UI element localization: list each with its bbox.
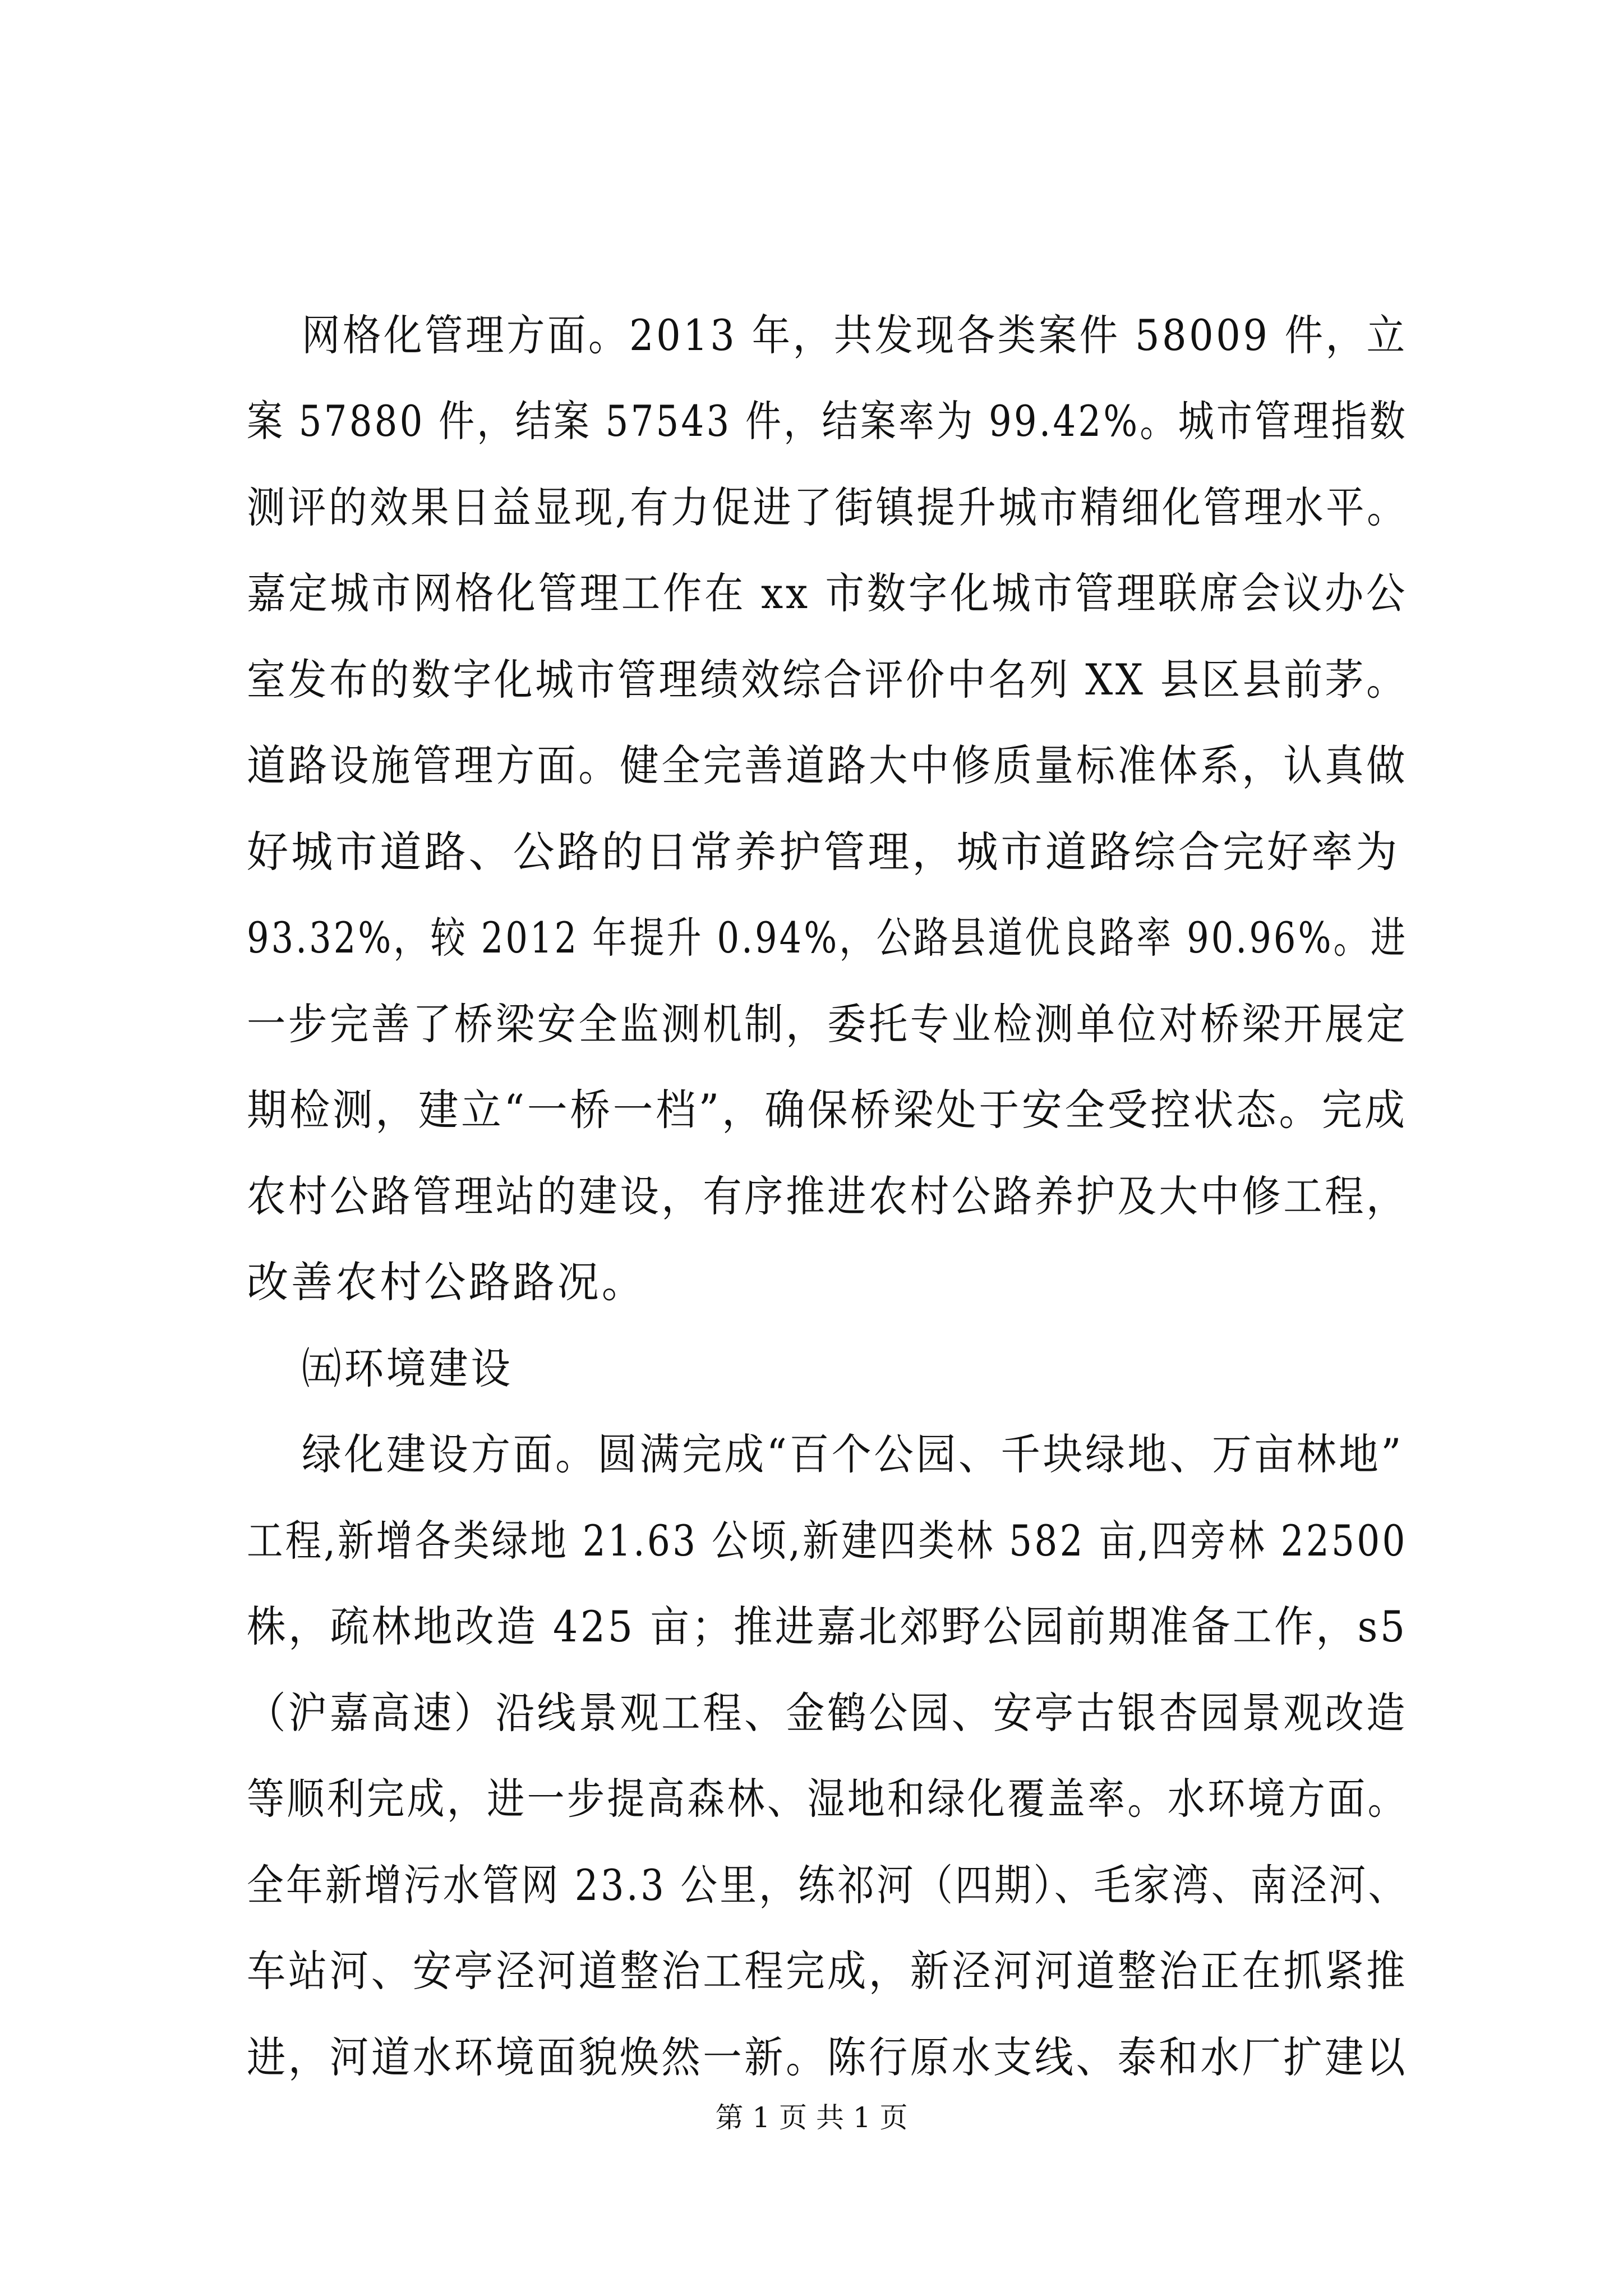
text-line: 案 57880 件，结案 57543 件，结案率为 99.42%。城市管理指数 xyxy=(247,396,1408,446)
text-line: 好城市道路、公路的日常养护管理，城市道路综合完好率为 xyxy=(247,827,1400,877)
text-line: 测评的效果日益显现,有力促进了街镇提升城市精细化管理水平。 xyxy=(247,482,1408,532)
text-line: 改善农村公路路况。 xyxy=(247,1257,646,1307)
text-line: 全年新增污水管网 23.3 公里，练祁河（四期）、毛家湾、南泾河、 xyxy=(247,1860,1408,1910)
section-heading: ㈤环境建设 xyxy=(302,1343,513,1393)
text-line: 工程,新增各类绿地 21.63 公顷,新建四类林 582 亩,四旁林 22500 xyxy=(247,1516,1408,1566)
text-line: 期检测，建立“一桥一档”，确保桥梁处于安全受控状态。完成 xyxy=(247,1085,1408,1135)
text-line: 嘉定城市网格化管理工作在 xx 市数字化城市管理联席会议办公 xyxy=(247,568,1408,618)
text-line: （沪嘉高速）沿线景观工程、金鹤公园、安亭古银杏园景观改造 xyxy=(247,1688,1408,1738)
text-line: 网格化管理方面。2013 年，共发现各类案件 58009 件，立 xyxy=(302,310,1408,360)
text-line: 绿化建设方面。圆满完成“百个公园、千块绿地、万亩林地” xyxy=(302,1429,1404,1479)
text-line: 车站河、安亭泾河道整治工程完成，新泾河河道整治正在抓紧推 xyxy=(247,1946,1408,1996)
text-line: 93.32%，较 2012 年提升 0.94%，公路县道优良路率 90.96%。进 xyxy=(247,913,1408,963)
page-footer: 第 1 页 共 1 页 xyxy=(715,2101,908,2134)
text-line: 室发布的数字化城市管理绩效综合评价中名列 XX 县区县前茅。 xyxy=(247,655,1408,705)
text-line: 株，疏林地改造 425 亩；推进嘉北郊野公园前期准备工作，s5 xyxy=(247,1602,1408,1651)
text-line: 等顺利完成，进一步提高森林、湿地和绿化覆盖率。水环境方面。 xyxy=(247,1774,1408,1824)
text-line: 进，河道水环境面貌焕然一新。陈行原水支线、泰和水厂扩建以 xyxy=(247,2032,1408,2082)
text-line: 农村公路管理站的建设，有序推进农村公路养护及大中修工程， xyxy=(247,1171,1408,1221)
text-line: 道路设施管理方面。健全完善道路大中修质量标准体系，认真做 xyxy=(247,740,1408,790)
text-line: 一步完善了桥梁安全监测机制，委托专业检测单位对桥梁开展定 xyxy=(247,999,1408,1049)
